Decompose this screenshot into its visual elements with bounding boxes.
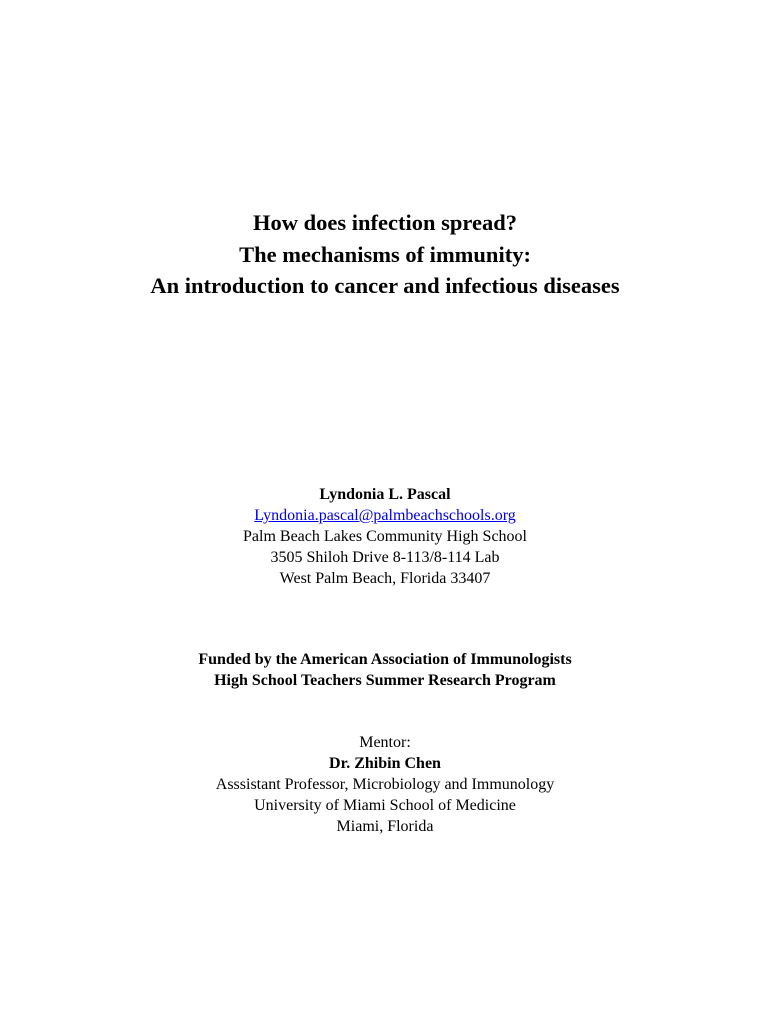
author-city: West Palm Beach, Florida 33407 xyxy=(279,570,491,587)
author-email-line xyxy=(0,505,770,526)
funding-info xyxy=(0,649,770,691)
author-email-link[interactable]: Lyndonia.pascal@palmbeachschools.org xyxy=(254,507,516,524)
author-name: Lyndonia L. Pascal xyxy=(319,486,451,503)
mentor-name: Dr. Zhibin Chen xyxy=(329,755,441,772)
mentor-location: Miami, Florida xyxy=(336,818,434,835)
author-info xyxy=(0,484,770,589)
mentor-info xyxy=(0,732,770,837)
title-line-2: The mechanisms of immunity: xyxy=(239,241,531,267)
author-school: Palm Beach Lakes Community High School xyxy=(243,528,527,545)
mentor-position: Asssistant Professor, Microbiology and Immunology xyxy=(215,776,555,793)
funding-line-1: Funded by the American Association of Immunologists xyxy=(198,651,572,668)
title-line-1: How does infection spread? xyxy=(253,210,517,235)
author-address: 3505 Shiloh Drive 8-113/8-114 Lab xyxy=(270,549,500,566)
document-title xyxy=(0,207,770,302)
funding-line-2: High School Teachers Summer Research Program xyxy=(214,672,556,689)
mentor-institution: University of Miami School of Medicine xyxy=(254,797,516,814)
title-line-3: An introduction to cancer and infectious diseases xyxy=(150,273,620,298)
mentor-label: Mentor: xyxy=(359,734,411,751)
